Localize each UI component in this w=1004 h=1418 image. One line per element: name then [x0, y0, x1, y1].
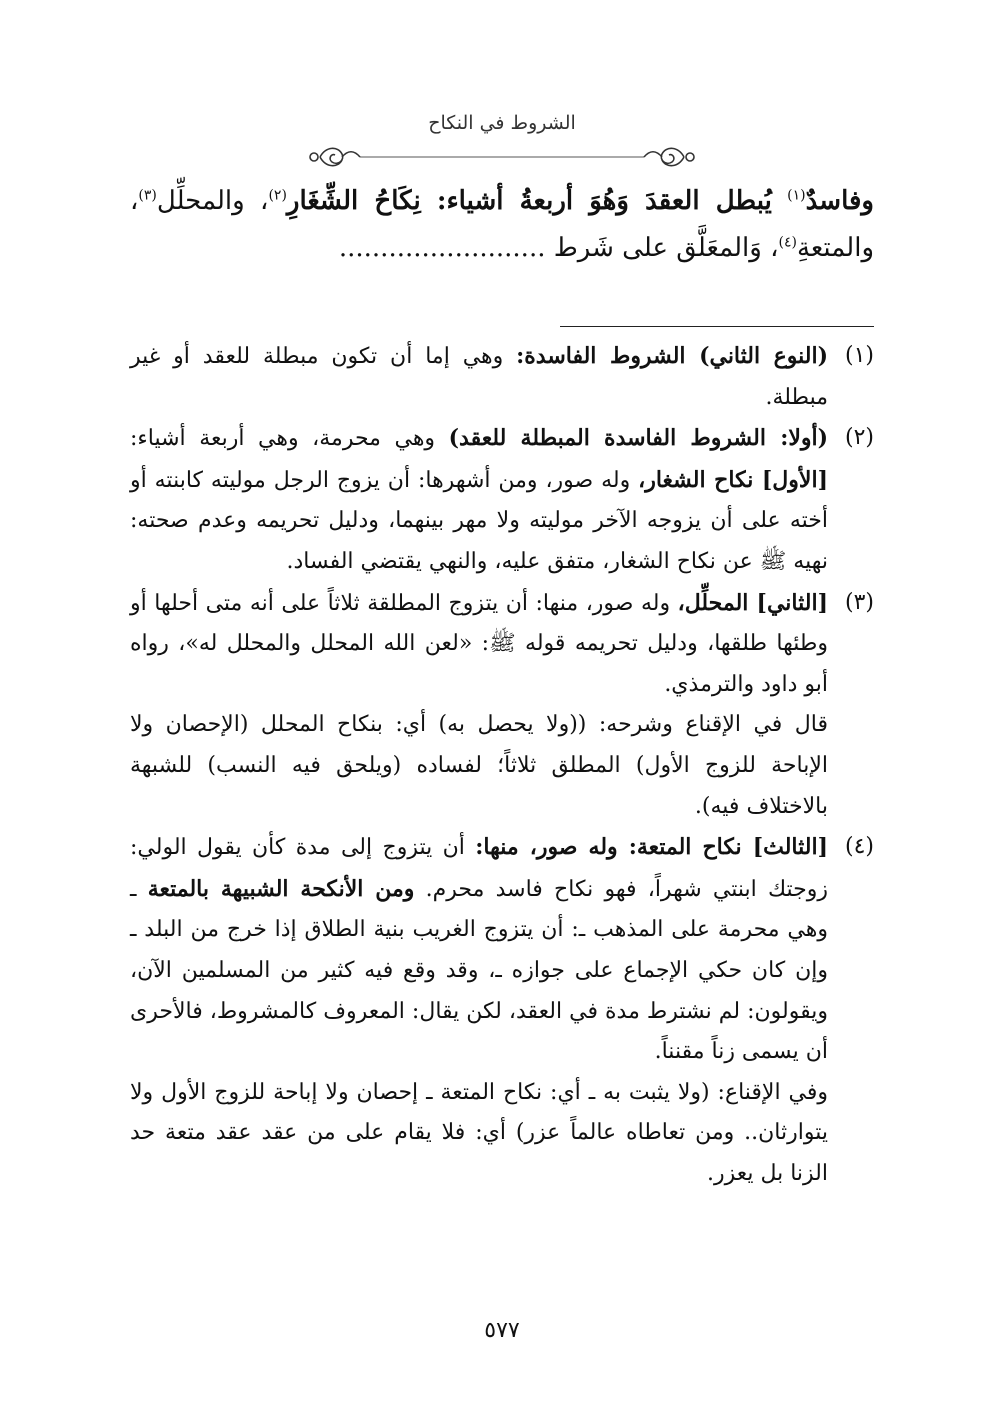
main-word: وفاسدٌ: [805, 186, 874, 216]
footnote-text: وهي إما أن تكون مبطلة للعقد أو غير مبطلة.: [130, 344, 828, 410]
footnote-bold: [الثاني] المحلِّل،: [677, 589, 828, 616]
footnote-bold: (أولا: الشروط الفاسدة المبطلة للعقد): [448, 425, 829, 452]
footnote-text: وهي محرمة، وهي أربعة أشياء:: [130, 426, 449, 452]
footnote-3: [130, 583, 874, 828]
footnote-ref[interactable]: (٢): [268, 187, 287, 204]
footnote-text: ـ وهي محرمة على المذهب ـ: أن يتزوج الغريب بنية الطلاق إذا خرج من البلد ـ وإن كان حكي الإجماع على جوازه ـ، وقد وقع فيه كثير من المسلمين الآن، ويقولون: لم نشترط مدة في العقد، لكن يقال: المعروف كالمشروط، فالأحرى أن يسمى زناً مقنناً.: [130, 876, 828, 1065]
footnote-ref[interactable]: (٣): [138, 187, 157, 204]
main-text: [130, 178, 874, 272]
running-title: الشروط في النكاح: [428, 112, 576, 134]
footnote-ref[interactable]: (١): [787, 187, 806, 204]
footnote-1: [130, 336, 874, 418]
footnote-text: وله صور، ومن أشهرها: أن يزوج الرجل موليته كابنته أو أخته على أن يزوجه الآخر موليته ولا مهر بينهما، ودليل تحريمه وعدم صحته: نهيه ﷺ عن نكاح الشغار، متفق عليه، والنهي يقتضي الفساد.: [130, 467, 828, 574]
footnote-text: وله صور، منها: أن يتزوج المطلقة ثلاثاً على أنه متى أحلها أو وطئها طلقها، ودليل تحريمه قوله ﷺ: «لعن الله المحلل والمحلل له»، رواه أبو داود والترمذي.: [130, 590, 828, 697]
main-text-part: ، والمتعةِ: [130, 186, 874, 263]
footnote-number: (٤): [844, 834, 874, 860]
page-number: ٥٧٧: [484, 1318, 520, 1343]
footnote-4: [130, 827, 874, 1194]
footnote-number: (٣): [844, 589, 874, 615]
footnote-separator: [560, 326, 874, 327]
main-text-part: ، والمحلِّل: [156, 186, 269, 216]
main-phrase: يُبطل العقدَ وَهُوَ أربعةُ أشياء: نِكَاحُ الشِّغَارِ: [286, 186, 772, 216]
footnote-bold: [الأول] نكاح الشغار،: [638, 466, 828, 493]
page-header: [0, 112, 1004, 172]
footnote-number: (١): [844, 343, 874, 368]
footnote-paragraph: قال في الإقناع وشرحه: ((ولا يحصل به) أي: بنكاح المحلل (الإحصان ولا الإباحة للزوج الأول) المطلق ثلاثاً؛ لفساده (ويلحق فيه النسب) للشبهة بالاختلاف فيه).: [130, 712, 828, 819]
footnote-2: [130, 418, 874, 582]
footnote-paragraph: وفي الإقناع: (ولا يثبت به ـ أي: نكاح المتعة ـ إحصان ولا إباحة للزوج الأول ولا يتوارثان.. ومن تعاطاه عالماً عزر) أي: فلا يقام على من عقد عقد متعة حد الزنا بل يعزر.: [130, 1079, 828, 1186]
ornament-divider-icon: [300, 142, 704, 172]
footnote-number: (٢): [844, 425, 874, 451]
footnote-bold: ومن الأنكحة الشبيهة بالمتعة: [147, 875, 415, 902]
footnote-bold: (النوع الثاني) الشروط الفاسدة:: [516, 343, 828, 369]
footnote-text: أن يتزوج إلى مدة كأن يقول الولي: زوجتك ابنتي شهراً، فهو نكاح فاسد محرم.: [130, 835, 828, 902]
main-text-part: ، وَالمعَلَّق على شَرط .........................: [338, 233, 779, 263]
footnote-bold: [الثالث] نكاح المتعة: وله صور، منها:: [475, 834, 828, 861]
footnote-ref[interactable]: (٤): [778, 234, 797, 251]
footnotes: [130, 336, 874, 1194]
